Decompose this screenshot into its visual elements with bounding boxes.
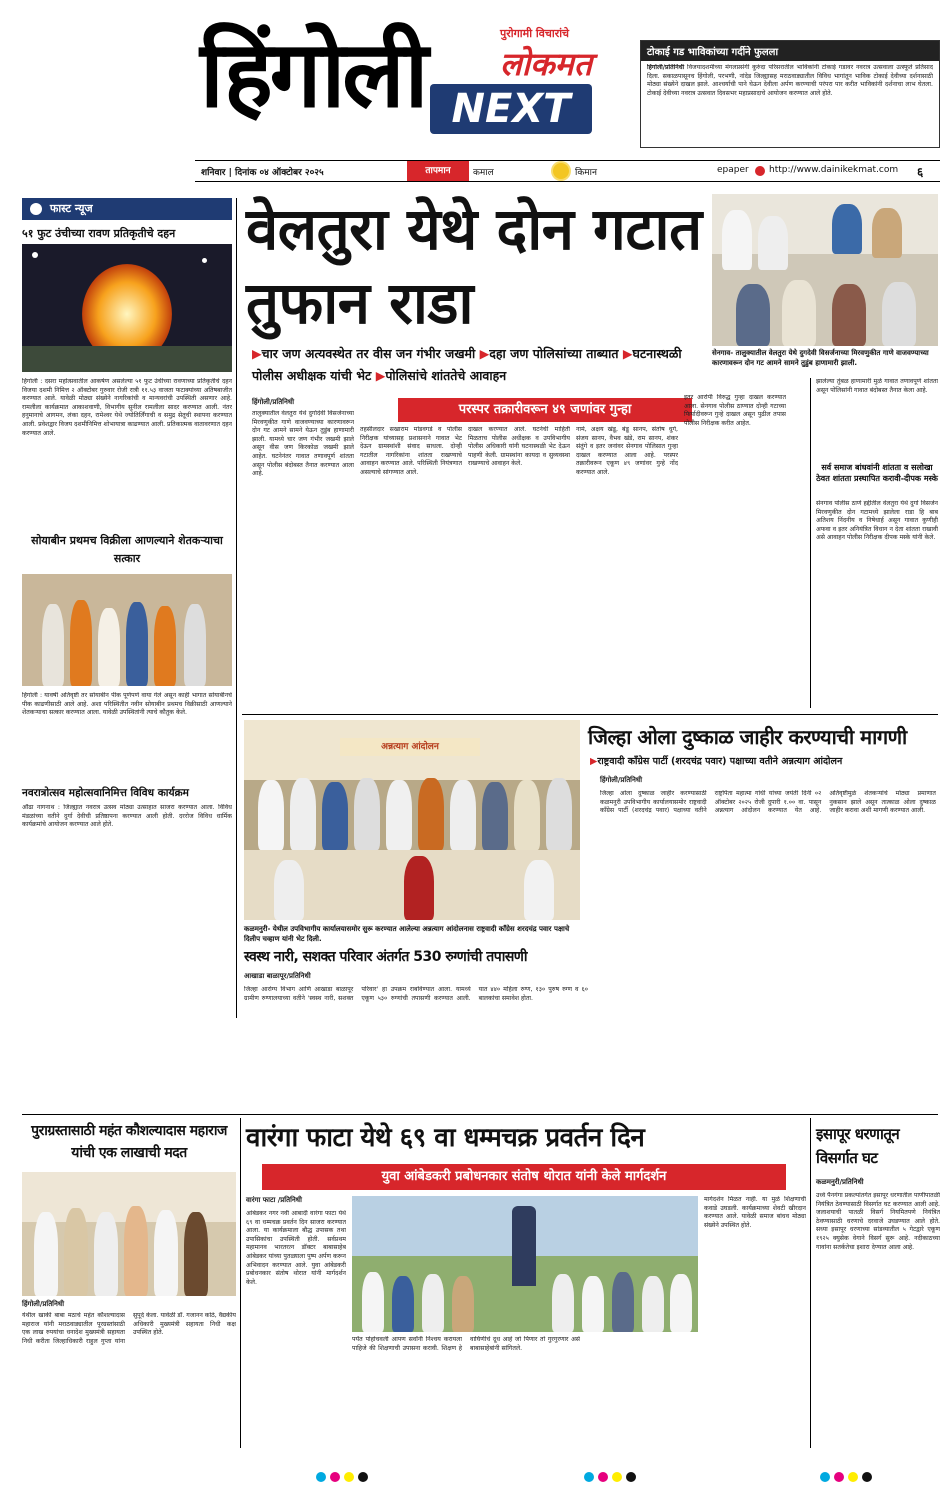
lead-byline: हिंगोली/प्रतिनिधी [252,398,295,406]
andolan-subhead-text: राष्ट्रवादी कॉंग्रेस पार्टी (शरदचंद्र पवार) पक्षाच्या वतीने अन्नत्याग आंदोलन [597,756,843,767]
reg-dot-magenta [834,1472,844,1482]
andolan-photo [244,720,580,920]
lead-body-col6: झालेल्या तुंबळ हाणामारी मुळे गावात तणावपूर्ण शांतता असून पोलिसांनी गावात बंदोबस्त तैनात केला आहे. [816,378,938,394]
epaper-label: epaper [717,165,749,175]
health-body: जिल्हा आरोग्य विभाग आणि आखाडा बाळापूर ग्रामीण रुग्णालयाच्या वतीने 'स्वस्थ नारी, सशक्त परिवार' हा उपक्रम राबविण्यात आला. यामध्ये एकूण ५३० रुग्णांची तपासणी करण्यात आली. यात ४४० महिला रुग्ण, १३० पुरुष रुग्ण व ६० बालकांचा समावेश होता. [244,986,588,1002]
lead-subhead-1: चार जण अत्यवस्थेत तर वीस जन गंभीर जखमी [261,346,476,361]
fast-news-story1-body: हिंगोली : दसरा महोत्सवातील आकर्षण असलेल्या ५१ फुट उंचीच्या रावणाच्या प्रतिकृतीचे दहन विजया दशमी निमित्त २ ऑक्टोबर गुरुवार रोजी रात्री ११.५३ वाजता फटाक्यांच्या अतिषबाजीत करण्यात आले. यावेळी मोठ्या संख्येने नागरिकांची व मान्यवरांची उपस्थिती असणार आहे. रामलीला कार्यक्रमात आकाशवाणी, विभागीय सुनील रामलीला सादर करण्यात आली. नंतर हनुमानाचे आगमन, लंका दहन, रामेश्वर येथे ज्योतिर्लिंगाची व समुद्र सेतूची स्थापना करण्यात आली. प्रवेशद्वार विजय दशमीनिमित्त शोभायात्रा काढण्यात आली. प्रतिकात्मक वातावरणात दहन करण्यात आले. [22,378,232,437]
andolan-subhead [590,754,940,767]
health-byline: आखाडा बाळापूर/प्रतिनिधी [244,972,311,980]
fast-news-label: फास्ट न्यूज [49,202,93,215]
weather-label: तापमान [407,161,469,181]
left-column-rule [236,198,237,1018]
fast-news-header [22,198,232,220]
ravan-dahan-photo [22,244,232,372]
lead-sidebar-rule [810,378,811,708]
dam-body: उर्ध्व पैनगंगा प्रकल्पांतर्गत इसापूर धरणातील पाणीपातळी नियंत्रित ठेवण्यासाठी विसर्गात घट करण्यात आली आहे. जलाशयाची पातळी विसर्ग नियमितपणे नियंत्रित ठेवण्यासाठी धरणाचे दरवाजे उघडण्यात आले होते. सध्या इसापूर धरणाच्या सांडव्यातील ५ गेटद्वारे एकूण १९२५ क्युसेक वेगाने विसर्ग सुरू आहे. नदीकाठच्या गावांना सतर्कतेचा इशारा देण्यात आला आहे. [816,1192,940,1251]
dhamma-body2: पर्यंत पोहोचवली आपण सर्वांनी निश्चय करायला पाहिजे की शिक्षणाची उपासना करावी. शिक्षण हे वाघिणीचे दूध आहे जो पिणार तो गुरगुरणार असे बाबासाहेबांनी सांगितले. [352,1336,580,1352]
reg-dot-cyan [316,1472,326,1482]
lead-sidebar-headline: सर्व समाज बांधवांनी शांतता व सलोखा ठेवत शांतता प्रस्थापित करावी-दीपक मस्के [816,463,938,483]
dateline: शनिवार | दिनांक ०४ ऑक्टोबर २०२५ [201,168,324,178]
lead-banner: परस्पर तक्रारीवरून ४९ जणांवर गुन्हा [398,398,692,422]
weather-max: कमाल [473,168,494,178]
lead-body-col5: इतर आरोपी विरुद्ध गुन्हा दाखल करण्यात आला. सेनगाव पोलीस ठाण्यात दोन्ही गटाच्या फिर्यादीवरून गुन्हे दाखल असून पुढील तपास पोलीस निरीक्षक करीत आहेत. [684,394,786,427]
andolan-caption: कळमनुरी- येथील उपविभागीय कार्यालयासमोर सुरू करण्यात आलेल्या अन्नत्याग आंदोलनास राष्ट्रवादी कॉंग्रेस शरदचंद्र पवार पक्षाचे दिलीप चव्हाण यांनी भेट दिली. [244,925,570,943]
reg-dot-yellow [612,1472,622,1482]
lead-subhead-4: पोलिसांचे शांततेचे आवाहन [385,368,507,383]
top-right-text: विजयादशमीच्या मंगलप्रसंगी कुरुंदा परिसरातील भाविकांनी टोकाई गडावर नवरात्र उत्सवाला उत्स्फूर्त प्रतिसाद दिला. सकाळपासूनच हिंगोली, परभणी, नांदेड जिल्ह्यासह मराठवाड्यातील विविध भागांतून भाविक टोकाई देवीच्या दर्शनासाठी मोठ्या संख्येने दाखल झाले. आश्चर्याची पाने घेऊन देवीला अर्पण करण्याची परंपरा पार करीत भाविकांनी दर्शनाचा लाभ घेतला. टोकाई देवीच्या नवरात्र उत्सवात दिवसभर महाप्रसादाचे आयोजन करण्यात आले होते. [647,64,933,97]
reg-dot-black [862,1472,872,1482]
bottom-left-byline: हिंगोली/प्रतिनिधी [22,1300,65,1308]
weather-min: किमान [575,168,597,178]
top-right-headline: टोकाई गड भाविकांच्या गर्दीने फुलला [641,41,939,61]
reg-dot-black [626,1472,636,1482]
top-right-byline: हिंगोली/प्रतिनिधी [647,64,685,71]
lead-bottom-rule [242,714,938,715]
dhamma-body3: मार्गदर्शन मिळत नाही. या मुळे शिक्षणाची कवाडे उघडली. कार्यक्रमाच्या शेवटी खीरदान करण्यात आले. यावेळी समाज बांधव मोठ्या संख्येने उपस्थित होते. [704,1196,806,1229]
bottom-left-body: येथील खाकी बाबा मठाचे महंत कौशल्यादास महाराज यांनी मराठवाड्यातील पूरग्रस्तांसाठी एक लाख रुपयांचा धनादेश मुख्यमंत्री सहायता निधी करीता जिल्हाधिकारी राहुल गुप्ता यांना सुपूर्द केला. यावेळी डॉ. गजानन कोठे, वैद्यकीय अधिकारी मुख्यमंत्री सहायता निधी कक्ष उपस्थित होते. [22,1312,236,1345]
andolan-headline: जिल्हा ओला दुष्काळ जाहीर करण्याची मागणी [588,725,907,749]
registration-marks [0,1464,945,1501]
lead-subhead-2: दहा जण पोलिसांच्या ताब्यात [489,346,619,361]
dhamma-byline: वारंगा फाटा /प्रतिनिधी [246,1196,302,1204]
fast-news-story1-headline: ५१ फुट उंचीच्या रावण प्रतिकृतीचे दहन [22,227,176,240]
website-url[interactable]: http://www.dainikekmat.com [769,165,899,175]
health-headline: स्वस्थ नारी, सशक्त परिवार अंतर्गत 530 रुग्णांची तपासणी [244,949,528,965]
fast-news-icon [30,203,42,215]
fast-news-story3-headline: नवरात्रोत्सव महोत्सवानिमित्त विविध कार्यक्रम [22,787,189,799]
globe-icon [755,166,765,176]
brand-name: लोकमत [500,45,592,83]
masthead [0,0,945,150]
dhamma-photo [352,1196,698,1332]
lead-subhead-3: घटनास्थळी पोलीस अधीक्षक यांची भेट [252,346,682,383]
lead-body-col1: तालुक्यातील वेलतुरा येथे दुर्गादेवी विसर्जनाच्या मिरवणुकीत गाणे वाजवण्याच्या कारणावरून दोन गट आमने सामने येऊन तुडुंब हाणामारी झाली. यामध्ये चार जण गंभीर जखमी झाले असून वीस जण किरकोळ जखमी झाले आहेत. घटनेनंतर गावात तणावपूर्ण शांतता असून पोलीस बंदोबस्त तैनात करण्यात आला आहे. [252,410,354,478]
reg-dot-cyan [584,1472,594,1482]
andolan-byline: हिंगोली/प्रतिनिधी [600,776,643,784]
mid-bottom-rule [22,1114,938,1115]
subhead-arrow-icon: ▶ [375,368,386,383]
fast-news-story3-body: औंढा नागनाथ : जिल्ह्यात नवरात्र उत्सव मोठ्या उत्साहात साजरा करण्यात आला. विविध मंडळांच्या वतीने दुर्गा देवीची प्रतिष्ठापना करण्यात आली होती. दररोज विविध धार्मिक कार्यक्रमांचे आयोजन करण्यात आले होते. [22,804,232,829]
dhamma-headline: वारंगा फाटा येथे ६९ वा धम्मचक्र प्रवर्तन दिन [246,1123,645,1153]
lead-subheads [252,343,707,387]
dam-byline: कळमनुरी/प्रतिनिधी [816,1178,864,1186]
reg-dot-cyan [820,1472,830,1482]
brand-tagline: पुरोगामी विचारांचे [500,27,570,40]
subhead-arrow-icon: ▶ [622,346,633,361]
dhamma-body: आंबेडकर नगर नवी आबादी वारंगा फाटा येथे ६९ वा धम्मचक्र प्रवर्तन दिन साजरा करण्यात आला. या कार्यक्रमाला बौद्ध उपासक तथा उपासिकांचा उपस्थिती होती. सर्वप्रथम महामानव भारतरत्न डॉक्टर बाबासाहेब आंबेडकर यांच्या पुतळ्याला पुष्प अर्पण करून अभिवादन करण्यात आले. युवा आंबेडकरी प्रबोधनकार संतोष थोरात यांनी मार्गदर्शन केले. [246,1210,346,1286]
statue [512,1206,536,1286]
andolan-banner-in-photo: अन्नत्याग आंदोलन [340,738,480,756]
reg-dot-magenta [330,1472,340,1482]
fast-news-column [22,198,232,1008]
lead-body-col3: दाखल करण्यात आले. घटनेची माहिती मिळताच पोलीस अधीक्षक व उपविभागीय पोलीस अधिकारी यांनी घटनास्थळी भेट देऊन पाहणी केली. ग्रामस्थांना कायदा व सुव्यवस्था राखण्याचे आवाहन केले. [468,426,570,468]
page-number: ६ [917,165,924,179]
soybean-felicitation-photo [22,574,232,686]
lead-body-col2: तहसीलदार सखाराम मांडवगडे व पोलीस निरीक्षक यांच्यासह प्रशासनाने गावात भेट देऊन ग्रामस्थांशी संवाद साधला. दोन्ही गटातील नागरिकांना शांतता राखण्याचे आवाहन करण्यात आले. परिस्थिती नियंत्रणात असल्याचे सांगण्यात आले. [360,426,462,476]
reg-dot-yellow [344,1472,354,1482]
bottom-left-rule [240,1118,241,1448]
top-right-story [640,40,940,148]
fast-news-story2-body: हिंगोली : यावर्षी अतिवृष्टी तर सोयाबीन पीक पूर्णपणे वाया गेले असून काही भागात सोयाबीनचे पीक काढणीसाठी आले आहे. अशा परिस्थितीत नवीन सोयाबीन प्रथमच विक्रीसाठी आणल्याने शेतकऱ्याचा सत्कार करण्यात आला. यावेळी उपस्थितांनी त्याचे कौतुक केले. [22,692,232,717]
dhamma-banner: युवा आंबेडकरी प्रबोधनकार संतोष थोरात यांनी केले मार्गदर्शन [262,1164,786,1190]
donation-photo [22,1172,236,1296]
right-bottom-rule [810,1118,811,1448]
lead-photo [712,194,938,346]
edition-text: NEXT [451,86,571,132]
edition-badge [430,84,592,134]
fast-news-story2-headline: सोयाबीन प्रथमच विक्रीला आणल्याने शेतकऱ्याचा सत्कार [31,534,223,565]
andolan-body: जिल्हा ओला दुष्काळ जाहीर करण्यासाठी कळमनुरी उपविभागीय कार्यालयासमोर राष्ट्रवादी कॉंग्रेस पार्टी (शरदचंद्र पवार) पक्षाच्या वतीने राष्ट्रपिता महात्मा गांधी यांच्या जयंती दिनी ०२ ऑक्टोबर २०२५ रोजी दुपारी १.०० वा. पासून अन्नत्याग आंदोलन करण्यात येत आहे. अतिवृष्टीमुळे शेतकऱ्यांचे मोठ्या प्रमाणात नुकसान झाले असून तात्काळ ओला दुष्काळ जाहीर करावा अशी मागणी करण्यात आली. [600,790,936,815]
subhead-arrow-icon: ▶ [479,346,490,361]
reg-dot-yellow [848,1472,858,1482]
subhead-arrow-icon: ▶ [252,346,262,361]
lead-body-col4: नामे, अक्षय खंडू, बंडू सानप, संतोष धुगे, संजय सानप, वैभव खंडे, राम सानप, शंकर संतुंगे व इतर जनांवर सेनगाव पोलिसात गुन्हा दाखल करण्यात आला आहे. परस्पर तक्रारीवरून एकूण ४९ जणांवर गुन्हे नोंद करण्यात आले. [576,426,678,476]
lead-headline: वेलतुरा येथे दोन गटात तुफान राडा [246,195,702,337]
date-strip [195,160,940,182]
masthead-title: हिंगोली [200,21,426,128]
top-right-body [647,64,933,148]
sun-icon [553,163,569,179]
bottom-left-headline: पुराग्रस्तासाठी महंत कौशल्यादास महाराज यांची एक लाखाची मदत [31,1123,227,1161]
reg-dot-black [358,1472,368,1482]
lead-photo-caption: सेनगाव- तालुक्यातील वेलतुरा येथे दुगदेवी विसर्जनाच्या मिरवणुकीत गाणे वाजवण्याच्या कारणावरून दोन गट आमने सामने तुडुंब हाणामारी झाली. [712,349,929,367]
dam-headline: इसापूर धरणातून विसर्गात घट [816,1125,900,1167]
subhead-arrow-icon: ▶ [590,756,598,767]
lead-sidebar-body: सेनगाव पोलीस ठाणे हद्दीतील वेलतुरा येथे दुर्गा विसर्जन मिरवणुकीत दोन गटामध्ये झालेला राडा हि बाब अतिशय निंदनीय व निषेधार्ह असून गावात कुणीही अफवा व इतर अनियंत्रित विधान न देता शांतता राखावी असे आवाहन पोलीस निरीक्षक दीपक मस्के यांनी केले. [816,500,938,542]
reg-dot-magenta [598,1472,608,1482]
